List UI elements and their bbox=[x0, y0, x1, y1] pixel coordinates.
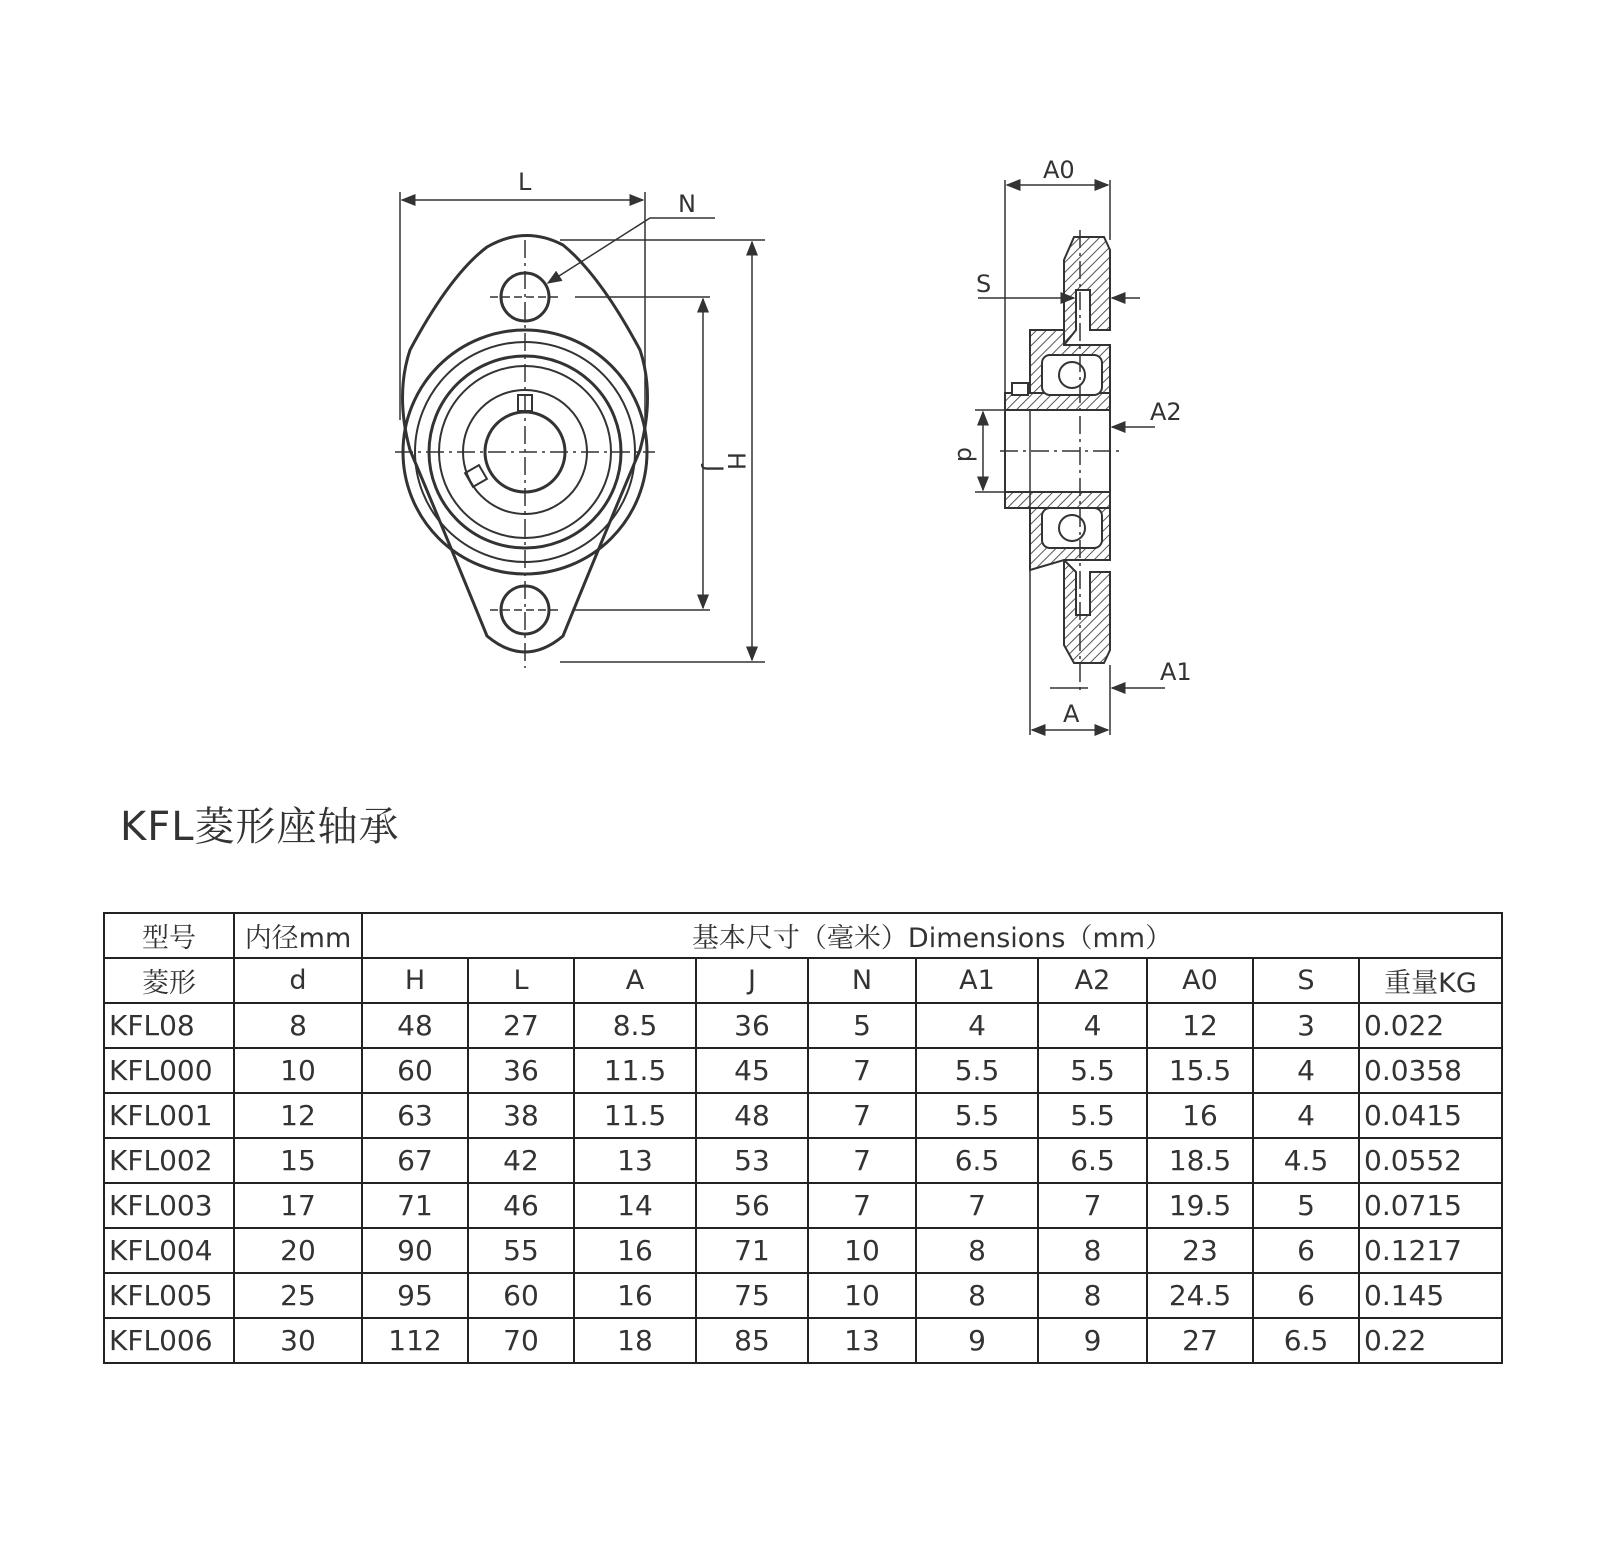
table-cell: 25 bbox=[234, 1273, 362, 1318]
table-cell: KFL000 bbox=[104, 1048, 234, 1093]
table-cell: 53 bbox=[696, 1138, 808, 1183]
table-cell: 0.22 bbox=[1359, 1318, 1502, 1363]
table-cell: 0.145 bbox=[1359, 1273, 1502, 1318]
label-d: d bbox=[952, 447, 980, 463]
ball-top bbox=[1059, 362, 1085, 388]
table-cell: 7 bbox=[808, 1093, 916, 1138]
header-dimensions: 基本尺寸（毫米）Dimensions（mm） bbox=[362, 913, 1502, 958]
label-J: J bbox=[700, 465, 728, 473]
table-cell: 6.5 bbox=[1253, 1318, 1359, 1363]
table-cell: 36 bbox=[468, 1048, 574, 1093]
table-cell: 10 bbox=[808, 1228, 916, 1273]
table-cell: 60 bbox=[468, 1273, 574, 1318]
table-cell: 63 bbox=[362, 1093, 468, 1138]
column-header: 菱形 bbox=[104, 958, 234, 1003]
table-cell: 0.0415 bbox=[1359, 1093, 1502, 1138]
table-cell: KFL004 bbox=[104, 1228, 234, 1273]
column-header: S bbox=[1253, 958, 1359, 1003]
table-cell: 71 bbox=[362, 1183, 468, 1228]
table-cell: KFL006 bbox=[104, 1318, 234, 1363]
table-cell: 4.5 bbox=[1253, 1138, 1359, 1183]
table-cell: 13 bbox=[574, 1138, 696, 1183]
label-A1: A1 bbox=[1160, 658, 1192, 686]
table-cell: 0.0715 bbox=[1359, 1183, 1502, 1228]
table-cell: 16 bbox=[574, 1228, 696, 1273]
leader-N bbox=[548, 218, 715, 283]
table-cell: 30 bbox=[234, 1318, 362, 1363]
table-cell: 8.5 bbox=[574, 1003, 696, 1048]
table-cell: 14 bbox=[574, 1183, 696, 1228]
table-cell: 8 bbox=[234, 1003, 362, 1048]
table-row bbox=[104, 1138, 1502, 1183]
table-cell: 13 bbox=[808, 1318, 916, 1363]
table-cell: 42 bbox=[468, 1138, 574, 1183]
table-cell: 18 bbox=[574, 1318, 696, 1363]
table-cell: 70 bbox=[468, 1318, 574, 1363]
table-cell: 23 bbox=[1147, 1228, 1253, 1273]
table-cell: 71 bbox=[696, 1228, 808, 1273]
technical-drawing bbox=[0, 0, 1600, 760]
product-title: KFL菱形座轴承 bbox=[120, 804, 400, 850]
table-row bbox=[104, 1318, 1502, 1363]
table-cell: 7 bbox=[808, 1048, 916, 1093]
label-A2: A2 bbox=[1150, 398, 1182, 426]
table-cell: 8 bbox=[916, 1273, 1038, 1318]
column-header: A2 bbox=[1038, 958, 1147, 1003]
table-cell: 90 bbox=[362, 1228, 468, 1273]
table-cell: 48 bbox=[696, 1093, 808, 1138]
table-cell: 19.5 bbox=[1147, 1183, 1253, 1228]
table-cell: 27 bbox=[1147, 1318, 1253, 1363]
table-cell: 6.5 bbox=[1038, 1138, 1147, 1183]
table-cell: 46 bbox=[468, 1183, 574, 1228]
table-row bbox=[104, 1003, 1502, 1048]
table-cell: 6 bbox=[1253, 1273, 1359, 1318]
table-cell: 56 bbox=[696, 1183, 808, 1228]
table-cell: 55 bbox=[468, 1228, 574, 1273]
table-cell: 0.0358 bbox=[1359, 1048, 1502, 1093]
table-cell: 0.1217 bbox=[1359, 1228, 1502, 1273]
table-row bbox=[104, 1273, 1502, 1318]
table-cell: 15 bbox=[234, 1138, 362, 1183]
table-cell: 112 bbox=[362, 1318, 468, 1363]
label-A0: A0 bbox=[1043, 156, 1075, 184]
table-cell: 5 bbox=[1253, 1183, 1359, 1228]
table-body bbox=[104, 1003, 1502, 1363]
column-header: 重量KG bbox=[1359, 958, 1502, 1003]
table-cell: KFL002 bbox=[104, 1138, 234, 1183]
spec-table bbox=[103, 912, 1503, 1364]
table-cell: 7 bbox=[808, 1183, 916, 1228]
table-cell: 4 bbox=[1253, 1093, 1359, 1138]
label-N: N bbox=[678, 190, 696, 218]
front-view bbox=[395, 192, 765, 668]
table-cell: 38 bbox=[468, 1093, 574, 1138]
table-cell: 75 bbox=[696, 1273, 808, 1318]
table-cell: 9 bbox=[916, 1318, 1038, 1363]
column-header: d bbox=[234, 958, 362, 1003]
column-header: H bbox=[362, 958, 468, 1003]
column-header: J bbox=[696, 958, 808, 1003]
table-cell: 7 bbox=[916, 1183, 1038, 1228]
table-cell: 4 bbox=[1038, 1003, 1147, 1048]
table-cell: KFL001 bbox=[104, 1093, 234, 1138]
header-bore: 内径mm bbox=[234, 913, 362, 958]
table-cell: 0.022 bbox=[1359, 1003, 1502, 1048]
table-cell: 3 bbox=[1253, 1003, 1359, 1048]
table-cell: 11.5 bbox=[574, 1048, 696, 1093]
table-cell: 18.5 bbox=[1147, 1138, 1253, 1183]
table-cell: 11.5 bbox=[574, 1093, 696, 1138]
table-cell: 6 bbox=[1253, 1228, 1359, 1273]
column-header: A1 bbox=[916, 958, 1038, 1003]
table-cell: 0.0552 bbox=[1359, 1138, 1502, 1183]
table-cell: 8 bbox=[1038, 1228, 1147, 1273]
set-screw-collar bbox=[1012, 383, 1028, 395]
header-model: 型号 bbox=[104, 913, 234, 958]
table-cell: KFL003 bbox=[104, 1183, 234, 1228]
table-row bbox=[104, 1228, 1502, 1273]
table-cell: 7 bbox=[808, 1138, 916, 1183]
table-cell: 24.5 bbox=[1147, 1273, 1253, 1318]
table-cell: 20 bbox=[234, 1228, 362, 1273]
table-cell: KFL08 bbox=[104, 1003, 234, 1048]
table-cell: 6.5 bbox=[916, 1138, 1038, 1183]
table-row bbox=[104, 1093, 1502, 1138]
table-cell: 95 bbox=[362, 1273, 468, 1318]
table-cell: 8 bbox=[916, 1228, 1038, 1273]
table-cell: 10 bbox=[234, 1048, 362, 1093]
table-cell: 5.5 bbox=[916, 1048, 1038, 1093]
table-cell: KFL005 bbox=[104, 1273, 234, 1318]
table-cell: 4 bbox=[1253, 1048, 1359, 1093]
ball-bottom bbox=[1059, 515, 1085, 541]
label-H: H bbox=[722, 452, 750, 471]
table-cell: 10 bbox=[808, 1273, 916, 1318]
column-header: N bbox=[808, 958, 916, 1003]
table-cell: 8 bbox=[1038, 1273, 1147, 1318]
table-cell: 85 bbox=[696, 1318, 808, 1363]
table-cell: 16 bbox=[574, 1273, 696, 1318]
label-A: A bbox=[1063, 700, 1080, 728]
table-row bbox=[104, 1183, 1502, 1228]
table-cell: 5.5 bbox=[1038, 1048, 1147, 1093]
table-cell: 5 bbox=[808, 1003, 916, 1048]
column-header: A bbox=[574, 958, 696, 1003]
table-cell: 45 bbox=[696, 1048, 808, 1093]
inner-ring-lower bbox=[1005, 492, 1110, 508]
table-cell: 5.5 bbox=[916, 1093, 1038, 1138]
column-header: A0 bbox=[1147, 958, 1253, 1003]
column-header: L bbox=[468, 958, 574, 1003]
table-header-row-2 bbox=[104, 958, 1502, 1003]
table-cell: 5.5 bbox=[1038, 1093, 1147, 1138]
table-cell: 12 bbox=[1147, 1003, 1253, 1048]
table-cell: 7 bbox=[1038, 1183, 1147, 1228]
table-row bbox=[104, 1048, 1502, 1093]
table-cell: 60 bbox=[362, 1048, 468, 1093]
table-cell: 48 bbox=[362, 1003, 468, 1048]
table-cell: 36 bbox=[696, 1003, 808, 1048]
label-L: L bbox=[518, 168, 532, 196]
table-cell: 4 bbox=[916, 1003, 1038, 1048]
table-cell: 12 bbox=[234, 1093, 362, 1138]
flange-upper-section bbox=[1064, 237, 1110, 345]
table-header-row-1 bbox=[104, 913, 1502, 958]
label-S: S bbox=[976, 270, 992, 298]
table-cell: 67 bbox=[362, 1138, 468, 1183]
table-cell: 17 bbox=[234, 1183, 362, 1228]
table-cell: 9 bbox=[1038, 1318, 1147, 1363]
table-cell: 27 bbox=[468, 1003, 574, 1048]
side-view bbox=[1005, 237, 1110, 663]
table-cell: 16 bbox=[1147, 1093, 1253, 1138]
table-cell: 15.5 bbox=[1147, 1048, 1253, 1093]
flange-lower-section bbox=[1064, 560, 1110, 663]
